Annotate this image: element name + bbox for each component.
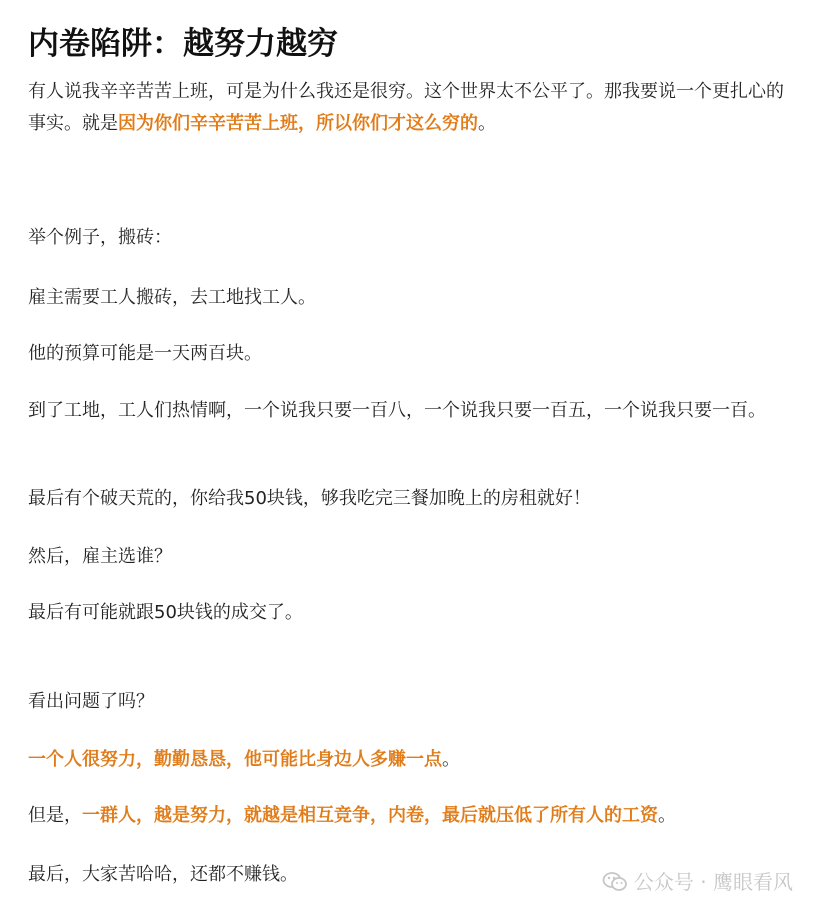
paragraph-question: 然后，雇主选谁？ xyxy=(28,546,172,567)
wechat-icon xyxy=(602,869,628,895)
paragraph-employer: 雇主需要工人搬砖，去工地找工人。 xyxy=(28,287,316,308)
group-start: 但是， xyxy=(28,805,82,826)
intro-highlight: 因为你们辛辛苦苦上班，所以你们才这么穷的 xyxy=(118,113,478,134)
article-title: 内卷陷阱：越努力越穷 xyxy=(28,26,338,62)
individual-highlight: 一个人很努力，勤勤恳恳，他可能比身边人多赚一点 xyxy=(28,749,442,770)
paragraph-group xyxy=(28,800,794,832)
paragraph-deal: 最后有可能就跟50块钱的成交了。 xyxy=(28,602,303,623)
watermark-label: 公众号 · 鹰眼看风 xyxy=(633,870,793,894)
paragraph-example: 举个例子，搬砖： xyxy=(28,227,172,248)
intro-end: 。 xyxy=(478,113,496,134)
group-end: 。 xyxy=(658,805,676,826)
group-highlight: 一群人，越是努力，就越是相互竞争，内卷，最后就压低了所有人的工资 xyxy=(82,805,658,826)
watermark xyxy=(602,868,793,896)
paragraph-bidding: 到了工地，工人们热情啊，一个说我只要一百八，一个说我只要一百五，一个说我只要一百。 xyxy=(28,400,766,421)
paragraph-conclusion: 最后，大家苦哈哈，还都不赚钱。 xyxy=(28,864,298,885)
paragraph-see-problem: 看出问题了吗？ xyxy=(28,691,154,712)
paragraph-individual xyxy=(28,744,794,776)
individual-end: 。 xyxy=(442,749,460,770)
intro-text: 有人说我辛辛苦苦上班，可是为什么我还是很穷。这个世界太不公平了。那我要说一个更扎心的事实。就是 xyxy=(28,81,784,134)
paragraph-budget: 他的预算可能是一天两百块。 xyxy=(28,343,262,364)
intro-paragraph xyxy=(28,76,794,140)
paragraph-lowest-bid: 最后有个破天荒的，你给我50块钱，够我吃完三餐加晚上的房租就好！ xyxy=(28,488,591,509)
